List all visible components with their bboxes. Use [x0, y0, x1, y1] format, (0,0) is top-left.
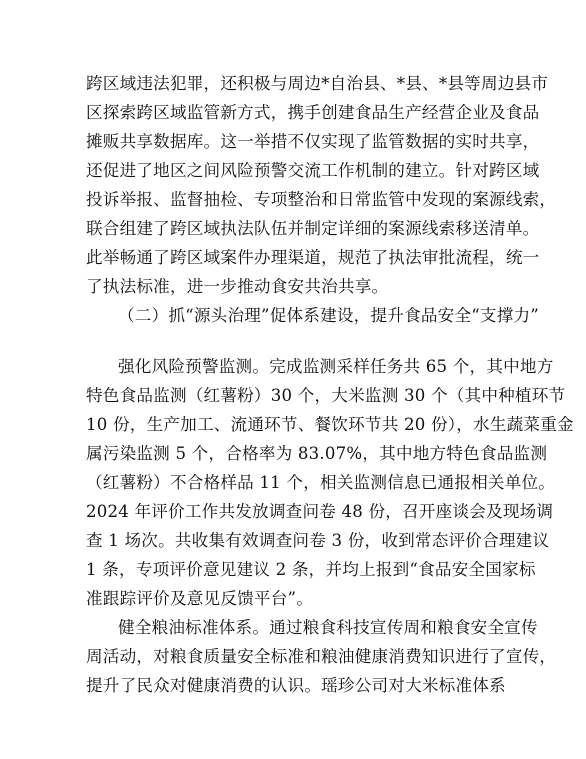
- section-heading: （二）抓“源头治理”促体系建设，提升食品安全“支撑力”: [118, 306, 539, 325]
- paragraph-line: 1 条，专项评价意见建议 2 条，并均上报到“食品安全国家标: [86, 560, 536, 579]
- paragraph-line: 属污染监测 5 个，合格率为 83.07%，其中地方特色食品监测: [86, 444, 548, 463]
- paragraph-line: 此举畅通了跨区域案件办理渠道，规范了执法审批流程，统一: [86, 248, 540, 267]
- paragraph-line: 2024 年评价工作共发放调查问卷 48 份，召开座谈会及现场调: [86, 502, 554, 521]
- paragraph-line: 周活动，对粮食质量安全标准和粮油健康消费知识进行了宣传，: [86, 647, 557, 666]
- paragraph-line: 健全粮油标准体系。通过粮食科技宣传周和粮食安全宣传: [118, 618, 538, 637]
- paragraph-line: 强化风险预警监测。完成监测采样任务共 65 个，其中地方: [118, 357, 554, 376]
- paragraph-line: 10 份，生产加工、流通环节、餐饮环节共 20 份），水生蔬菜重金: [86, 415, 574, 434]
- paragraph-line: 准跟踪评价及意见反馈平台”。: [86, 589, 314, 608]
- paragraph-line: 联合组建了跨区域执法队伍并制定详细的案源线索移送清单。: [86, 219, 540, 238]
- paragraph-line: 区探索跨区域监管新方式，携手创建食品生产经营企业及食品: [86, 103, 540, 122]
- paragraph-line: 特色食品监测（红薯粉）30 个，大米监测 30 个（其中种植环节: [86, 386, 566, 405]
- paragraph-line: 还促进了地区之间风险预警交流工作机制的建立。针对跨区域: [86, 161, 540, 180]
- paragraph-line: （红薯粉）不合格样品 11 个，相关监测信息已通报相关单位。: [86, 473, 556, 492]
- paragraph-line: 了执法标准，进一步推动食安共治共享。: [86, 277, 389, 296]
- paragraph-line: 摊贩共享数据库。这一举措不仅实现了监管数据的实时共享，: [86, 132, 540, 151]
- paragraph-line: 提升了民众对健康消费的认识。瑶珍公司对大米标准体系: [86, 676, 506, 695]
- paragraph-line: 跨区域违法犯罪，还积极与周边*自治县、*县、*县等周边县市: [86, 74, 549, 93]
- paragraph-line: 查 1 场次。共收集有效调查问卷 3 份，收到常态评价合理建议: [86, 531, 550, 550]
- paragraph-line: 投诉举报、监督抽检、专项整治和日常监管中发现的案源线索，: [86, 190, 557, 209]
